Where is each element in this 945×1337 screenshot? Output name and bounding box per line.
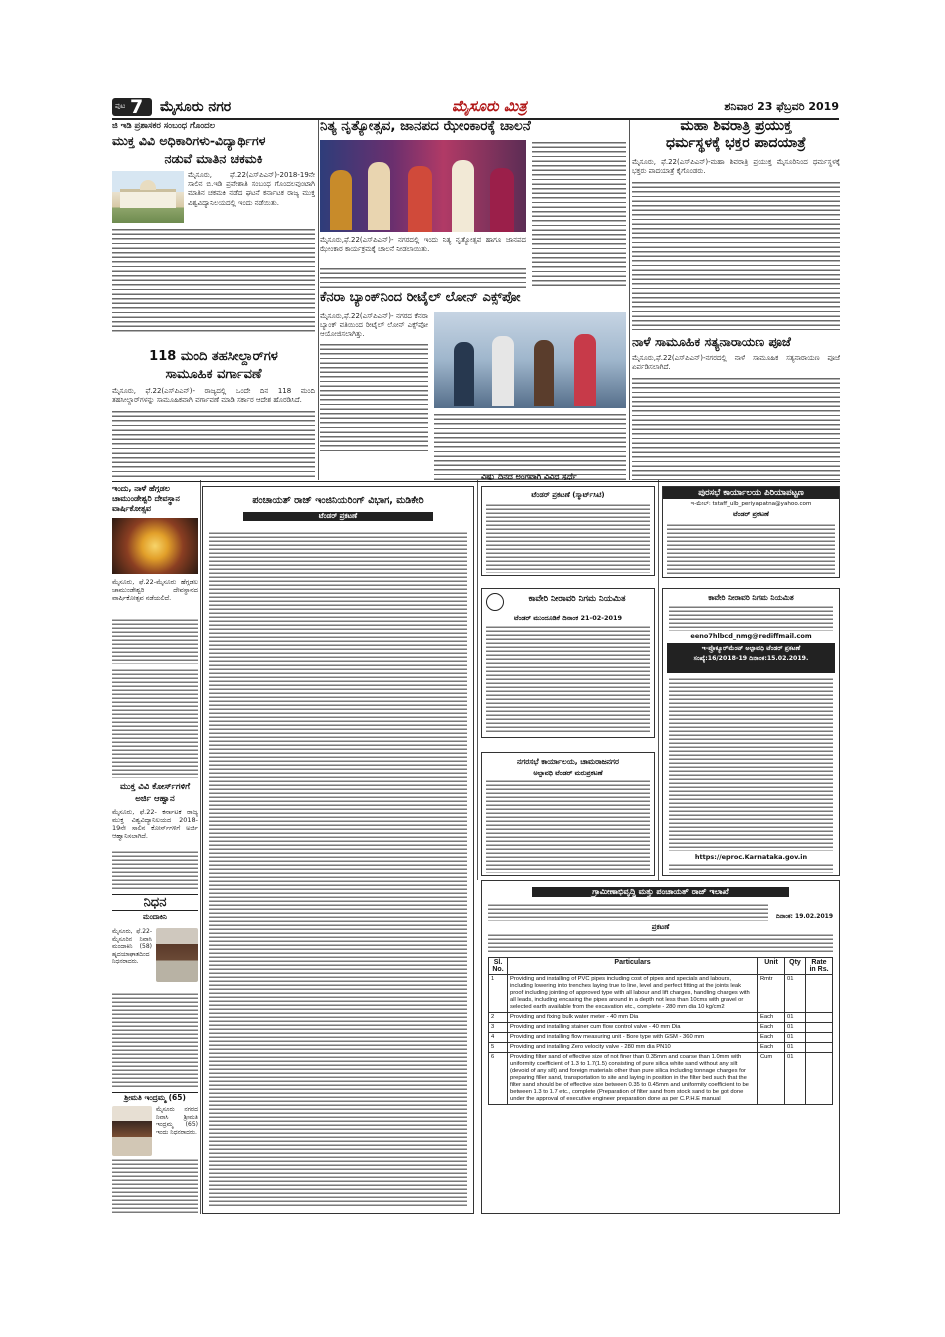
story-canara-bank xyxy=(320,290,626,480)
section-title: ಮೈಸೂರು ನಗರ xyxy=(160,99,232,115)
cell-particulars: Providing filter sand of effective size of not finer than 0.35mm and coarse than 1.0mm with uniformity coefficient of 1.3 to 1.7(1.5) consisting of pure silica white sand without any silt (devoid of any silt) and foreign materials other than pure silica including tonnage charges for preparing filler sand, transportation to site and laying in position in the filter bed such that the filter sand should be of effective size between 0.35 to 0.45mm and uniformity coefficient to be between 1.3 to 1.7 etc., complete (Preparation of filter sand from stock sand to be got done under the approval of executive engineer preparation done as per C.P.H.E manual xyxy=(508,1053,758,1105)
dance-headline: ನಿತ್ಯ ನೃತ್ಯೋತ್ಸವ, ಜಾನಪದ ಝೇಂಕಾರಕ್ಕೆ ಚಾಲನೆ xyxy=(320,118,531,134)
ad-purasabhe-header: ಪುರಸಭೆ ಕಾರ್ಯಾಲಯ ಪಿರಿಯಾಪಟ್ಟಣ xyxy=(663,487,839,499)
cell-rate xyxy=(806,1053,833,1105)
obituary xyxy=(112,894,198,1214)
cell-rate xyxy=(806,975,833,1013)
shivaratri-headline: ಮಹಾ ಶಿವರಾತ್ರಿ ಪ್ರಯುಕ್ತ xyxy=(680,118,792,134)
cell-qty: 01 xyxy=(785,1023,806,1033)
obituary-name-2: ಶ್ರೀಮತಿ ಇಂದ್ರಮ್ಮ (65) xyxy=(112,1092,198,1103)
story-body: ಮೈಸೂರು, ಫೆ.22(ಎಸ್‌ಪಿಎನ್)-2018-19ನೇ ಸಾಲಿನ ಬಿ.ಇಡಿ ಪ್ರವೇಶಾತಿ ಸಂಬಂಧ ಗೊಂದಲವುಂಟಾಗಿ ಮಾತಿನ ಚಕಮಕಿ ನಡೆದ ಘಟನೆ ಕರ್ನಾಟಕ ರಾಜ್ಯ ಮುಕ್ತ ವಿಶ್ವವಿದ್ಯಾನಿಲಯದಲ್ಲಿ ಇಂದು ನಡೆಯಿತು. xyxy=(188,171,315,207)
table-row xyxy=(489,1033,833,1043)
pooja-headline: ನಾಳೆ ಸಾಮೂಹಿಕ ಸತ್ಯನಾರಾಯಣ ಪೂಜೆ xyxy=(632,334,791,349)
ad-panchayat-header: ಪಂಚಾಯತ್ ರಾಜ್ ಇಂಜಿನಿಯರಿಂಗ್ ವಿಭಾಗ, ಮಡಿಕೇರಿ xyxy=(252,495,424,506)
obituary-text-1: ಮೈಸೂರು, ಫೆ.22-ಮೈಸೂರಿನ ನಿವಾಸಿ ಮಂದಾಕಿನಿ (58) ಹೃದಯಾಘಾತದಿಂದ ನಿಧನರಾದರು. xyxy=(112,928,152,965)
cell-sl: 3 xyxy=(489,1023,508,1033)
cell-rate xyxy=(806,1033,833,1043)
ad-municipal-tender xyxy=(481,752,655,876)
cell-qty: 01 xyxy=(785,1053,806,1105)
cell-unit: Each xyxy=(758,1043,785,1053)
cell-rate xyxy=(806,1043,833,1053)
cell-unit: Cum xyxy=(758,1053,785,1105)
story-open-university xyxy=(112,121,315,479)
ad-gramina-header: ಗ್ರಾಮೀಣಾಭಿವೃದ್ಧಿ ಮತ್ತು ಪಂಚಾಯತ್ ರಾಜ್ ಇಲಾಖೆ xyxy=(532,887,789,897)
ad-cauvery-right-email: eeno7hlbcd_nmg@rediffmail.com xyxy=(690,632,812,640)
table-row xyxy=(489,1013,833,1023)
cell-qty: 01 xyxy=(785,1043,806,1053)
tender-table xyxy=(488,957,833,1105)
story-dance-festival xyxy=(320,118,626,288)
ad-gramina-date: ದಿನಾಂಕ: 19.02.2019 xyxy=(775,913,833,920)
cell-unit: Each xyxy=(758,1013,785,1023)
col-header-rate: Rate in Rs. xyxy=(806,958,833,975)
cell-particulars: Providing and installing of PVC pipes including cost of pipes and specials and labours, including lowering into trenches laying true to line, level and perfect fitting at the joints leak proof including jointing of approved type with all labour and lift charges, handling charges with all leads, including encasing the pipes around in a depth not less than 10cms with gravel or selected earth available from the excavation etc., complete - 280 mm dia 10 kg/cm2 xyxy=(508,975,758,1013)
obituary-name-1: ಮಂದಾಕಿನಿ xyxy=(143,913,167,921)
cell-rate xyxy=(806,1023,833,1033)
dance-stage-photo xyxy=(320,140,526,232)
masthead xyxy=(112,96,839,120)
story-headline: ಮುಕ್ತ ವಿವಿ ಅಧಿಕಾರಿಗಳು-ವಿದ್ಯಾರ್ಥಿಗಳ xyxy=(112,133,266,148)
ad-cauvery-tender xyxy=(481,588,655,738)
obituary-title: ನಿಧನ xyxy=(112,894,198,911)
tahsildar-body: ಮೈಸೂರು, ಫೆ.22(ಎಸ್‌ಪಿಎನ್)- ರಾಜ್ಯದಲ್ಲಿ ಒಂದೇ ದಿನ 118 ಮಂದಿ ತಹಸೀಲ್ದಾರ್‌ಗಳನ್ನು ಸಾಮೂಹಿಕವಾಗಿ ವರ್ಗಾವಣೆ ಮಾಡಿ ಸರ್ಕಾರ ಆದೇಶ ಹೊರಡಿಸಿದೆ. xyxy=(112,387,315,405)
cell-qty: 01 xyxy=(785,1033,806,1043)
ad-cauvery-right-notice-no: ಸಂಖ್ಯೆ:16/2018-19 ದಿನಾಂಕ:15.02.2019. xyxy=(693,655,809,662)
cauvery-logo-icon xyxy=(486,593,504,611)
table-row xyxy=(489,975,833,1013)
cell-sl: 6 xyxy=(489,1053,508,1105)
cell-particulars: Providing and installing stainer cum flow control valve - 40 mm Dia xyxy=(508,1023,758,1033)
darshan-body: ಮೈಸೂರು, ಫೆ.22-ಮೈಸೂರು ಹೆಗ್ಗಡಲ ಚಾಮುಂಡೇಶ್ವರಿ ದೇವಸ್ಥಾನದ ವಾರ್ಷಿಕೋತ್ಸವ ನಡೆಯಲಿದೆ. xyxy=(112,578,198,602)
tahsildar-headline: 118 ಮಂದಿ ತಹಸೀಲ್ದಾರ್‌ಗಳ xyxy=(149,349,278,364)
cell-unit: Each xyxy=(758,1033,785,1043)
darshan-headline: ಇಂದು, ನಾಳೆ ಹೆಗ್ಗಡಲ xyxy=(112,484,170,493)
table-row xyxy=(489,1023,833,1033)
vishnu-headline: ವಿಷ್ಣು ದಿನದ ಅಂಗವಾಗಿ ವಿವಿಧ ಸ್ಪರ್ಧೆ xyxy=(481,472,577,480)
ad-cauvery-right-sub: ಇ-ಪ್ರೊಕ್ಯೂರ್‌ಮೆಂಟ್ ಅಲ್ಪಾವಧಿ ಟೆಂಡರ್ ಪ್ರಕಟಣೆ xyxy=(701,645,801,652)
cell-qty: 01 xyxy=(785,1013,806,1023)
col-header-qty: Qty xyxy=(785,958,806,975)
story-kicker: ಜಿ ಇಡಿ ಪ್ರಶಾಸಕರ ಸಂಬಂಧ ಗೊಂದಲ xyxy=(112,121,216,131)
cell-particulars: Providing and installing Zero velocity valve - 280 mm dia PN10 xyxy=(508,1043,758,1053)
page-number: 7 xyxy=(130,96,144,118)
ad-purasabhe-sub: ಟೆಂಡರ್ ಪ್ರಕಟಣೆ xyxy=(733,510,769,518)
shivaratri-body: ಮೈಸೂರು, ಫೆ.22(ಎಸ್‌ಪಿಎನ್)-ಮಹಾ ಶಿವರಾತ್ರಿ ಪ್ರಯುಕ್ತ ಮೈಸೂರಿನಿಂದ ಧರ್ಮಸ್ಥಳಕ್ಕೆ ಭಕ್ತರು ಪಾದಯಾತ್ರೆ ಕೈಗೊಂಡರು. xyxy=(632,158,840,176)
cell-qty: 01 xyxy=(785,975,806,1013)
cell-sl: 4 xyxy=(489,1033,508,1043)
table-header-row xyxy=(489,958,833,975)
ad-cauvery-header: ಕಾವೇರಿ ನೀರಾವರಿ ನಿಗಮ ನಿಯಮಿತ xyxy=(528,594,626,604)
goddess-photo xyxy=(112,518,198,574)
canara-expo-photo xyxy=(434,312,626,408)
vishnu-headline-box xyxy=(481,464,627,480)
ad-municipal-sub: ಅಲ್ಪಾವಧಿ ಟೆಂಡರ್ ಮರುಪ್ರಕಟಣೆ xyxy=(533,769,603,777)
ad-municipal-header: ನಗರಸಭೆ ಕಾರ್ಯಾಲಯ, ಚಾಮರಾಜನಗರ xyxy=(517,757,619,766)
ad-panchayat-tender xyxy=(202,486,474,1214)
col-header-unit: Unit xyxy=(758,958,785,975)
ad-smartcity-header: ಟೆಂಡರ್ ಪ್ರಕಟಣೆ (ಸ್ಮಾರ್ಟ್‌ಸಿಟಿ) xyxy=(531,491,605,499)
cell-unit: Each xyxy=(758,1023,785,1033)
canara-body: ಮೈಸೂರು,ಫೆ.22(ಎಸ್‌ಪಿಎನ್)- ನಗರದ ಕೆನರಾ ಬ್ಯಾಂಕ್ ವತಿಯಿಂದ ರೀಟೈಲ್ ಲೋನ್ ಎಕ್ಸ್‌ಪೋ ಆಯೋಜಿಸಲಾಗಿತ್ತು. xyxy=(320,312,428,339)
paper-name: ಮೈಸೂರು ಮಿತ್ರ xyxy=(452,97,527,115)
story-open-univ-courses xyxy=(112,668,198,890)
university-photo xyxy=(112,171,184,223)
table-row xyxy=(489,1043,833,1053)
cell-unit: Rmtr xyxy=(758,975,785,1013)
story-temple-festival xyxy=(112,484,198,664)
ad-rural-development xyxy=(481,880,840,1214)
col-header-sl: Sl. No. xyxy=(489,958,508,975)
ad-purasabhe-tender xyxy=(662,486,840,578)
cell-sl: 5 xyxy=(489,1043,508,1053)
shivaratri-headline-2: ಧರ್ಮಸ್ಥಳಕ್ಕೆ ಭಕ್ತರ ಪಾದಯಾತ್ರೆ xyxy=(666,135,806,151)
ad-panchayat-sub: ಟೆಂಡರ್ ಪ್ರಕಟಣೆ xyxy=(243,512,433,521)
cell-particulars: Providing and fixing bulk water meter - 40 mm Dia xyxy=(508,1013,758,1023)
ad-smartcity-notice xyxy=(481,486,655,576)
dance-body: ಮೈಸೂರು,ಫೆ.22(ಎಸ್‌ಪಿಎನ್)- ನಗರದಲ್ಲಿ ಇಂದು ನಿತ್ಯ ನೃತ್ಯೋತ್ಸವ ಹಾಗೂ ಜಾನಪದ ಝೇಂಕಾರ ಕಾರ್ಯಕ್ರಮಕ್ಕೆ ಚಾಲನೆ ನೀಡಲಾಯಿತು. xyxy=(320,236,526,254)
page-label: ಪುಟ xyxy=(115,102,126,110)
cell-sl: 2 xyxy=(489,1013,508,1023)
cell-rate xyxy=(806,1013,833,1023)
darshan-headline-2: ಚಾಮುಂಡೇಶ್ವರಿ ದೇವಸ್ಥಾನ xyxy=(112,494,180,503)
obituary-text-2: ಮೈಸೂರು ನಗರದ ನಿವಾಸಿ ಶ್ರೀಮತಿ ಇಂದ್ರಮ್ಮ (65) ಇಂದು ನಿಧನರಾದರು. xyxy=(156,1106,198,1136)
canara-headline: ಕೆನರಾ ಬ್ಯಾಂಕ್‌ನಿಂದ ರೀಟೈಲ್ ಲೋನ್ ಎಕ್ಸ್‌ಪೋ xyxy=(320,290,521,305)
open-univ-headline: ಮುಕ್ತ ವಿವಿ ಕೋರ್ಸ್‌ಗಳಿಗೆ xyxy=(119,782,191,792)
ad-cauvery-eproc xyxy=(662,588,840,876)
issue-date: ಶನಿವಾರ 23 ಫೆಬ್ರವರಿ 2019 xyxy=(724,100,839,113)
open-univ-headline-2: ಅರ್ಜಿ ಆಹ್ವಾನ xyxy=(135,794,175,804)
ad-gramina-sub: ಪ್ರಕಟಣೆ xyxy=(651,923,670,931)
open-univ-body: ಮೈಸೂರು, ಫೆ.22- ಕರ್ನಾಟಕ ರಾಜ್ಯ ಮುಕ್ತ ವಿಶ್ವವಿದ್ಯಾನಿಲಯದ 2018-19ನೇ ಸಾಲಿನ ಕೋರ್ಸ್‌ಗಳಿಗೆ ಅರ್ಜಿ ಆಹ್ವಾನಿಸಲಾಗಿದೆ. xyxy=(112,808,198,840)
cell-particulars: Providing and installing flow measuring unit - Bore type with GSM - 360 mm xyxy=(508,1033,758,1043)
ad-cauvery-right-header: ಕಾವೇರಿ ನೀರಾವರಿ ನಿಗಮ ನಿಯಮಿತ xyxy=(708,593,794,602)
ad-cauvery-right-banner xyxy=(667,643,835,673)
obituary-photo-1 xyxy=(156,928,198,982)
ad-purasabhe-email: ಇ-ಮೇಲ್: tstaff_ulb_periyapatna@yahoo.com xyxy=(690,501,812,507)
ad-cauvery-sub: ಟೆಂಡರ್ ಮುಂದೂಡಿಕೆ ದಿನಾಂಕ 21-02-2019 xyxy=(513,614,623,622)
obituary-photo-2 xyxy=(112,1106,152,1156)
col-header-particulars: Particulars xyxy=(508,958,758,975)
story-headline-2: ನಡುವೆ ಮಾತಿನ ಚಕಮಕಿ xyxy=(164,151,263,166)
page-number-badge xyxy=(112,98,152,116)
pooja-body: ಮೈಸೂರು,ಫೆ.22(ಎಸ್‌ಪಿಎನ್)-ನಗರದಲ್ಲಿ ನಾಳೆ ಸಾಮೂಹಿಕ ಸತ್ಯನಾರಾಯಣ ಪೂಜೆ ಏರ್ಪಡಿಸಲಾಗಿದೆ. xyxy=(632,354,840,372)
tahsildar-headline-2: ಸಾಮೂಹಿಕ ವರ್ಗಾವಣೆ xyxy=(165,367,262,382)
story-shivaratri xyxy=(632,118,840,480)
table-row xyxy=(489,1053,833,1105)
ad-cauvery-right-site: https://eproc.Karnataka.gov.in xyxy=(694,853,808,861)
darshan-headline-3: ವಾರ್ಷಿಕೋತ್ಸವ xyxy=(112,504,152,513)
cell-sl: 1 xyxy=(489,975,508,1013)
